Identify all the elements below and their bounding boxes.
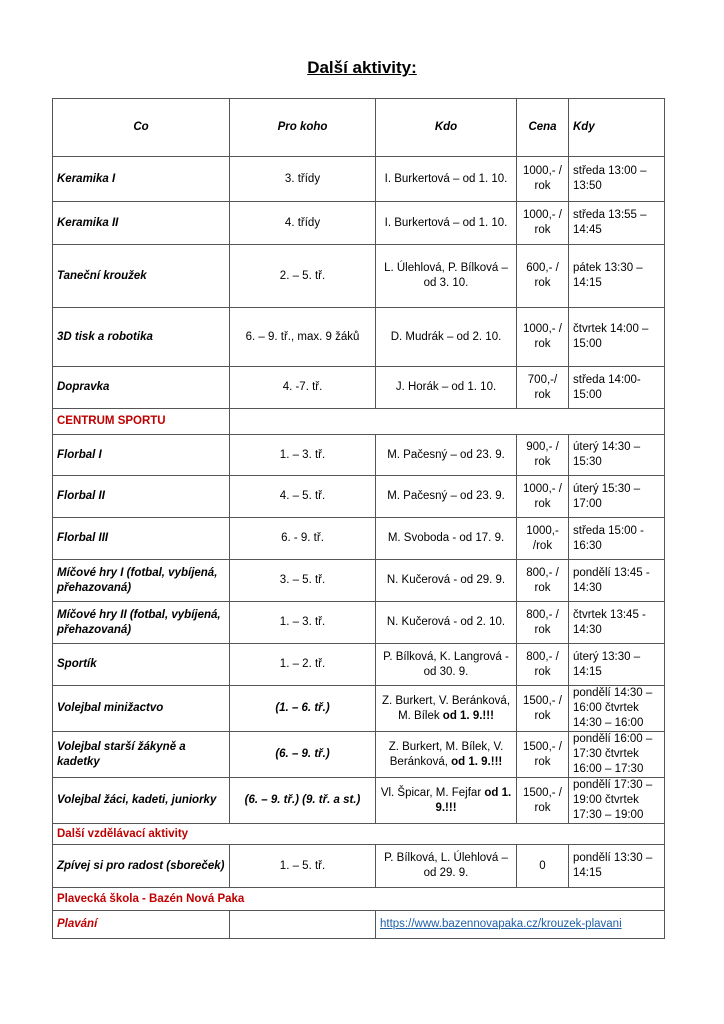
cell-kdo: L. Úlehlová, P. Bílková – od 3. 10. [376, 245, 517, 308]
activities-table [52, 98, 665, 939]
table-row [53, 435, 665, 476]
header-cena: Cena [517, 99, 569, 157]
cell-cena: 0 [517, 845, 569, 888]
cell-co: Míčové hry II (fotbal, vybíjená, přehazovaná) [53, 602, 230, 644]
cell-co: Keramika I [53, 157, 230, 202]
cell-pro-koho: 6. – 9. tř., max. 9 žáků [230, 308, 376, 367]
section-row-plav [53, 888, 665, 911]
cell-co: Volejbal žáci, kadeti, juniorky [53, 778, 230, 824]
plavani-link[interactable]: https://www.bazennovapaka.cz/krouzek-plavani [380, 918, 622, 930]
section-empty-cell [230, 409, 665, 435]
cell-kdy: středa 13:00 – 13:50 [569, 157, 665, 202]
kdo-names: Z. Burkert, M. Bílek, V. Beránková, [388, 740, 504, 768]
section-title-plav: Plavecká škola - Bazén Nová Paka [53, 888, 665, 911]
cell-kdy: pondělí 16:00 – 17:30 čtvrtek 16:00 – 17:30 [569, 732, 665, 778]
table-row [53, 686, 665, 732]
cell-cena: 900,- / rok [517, 435, 569, 476]
cell-pro-koho: 4. třídy [230, 202, 376, 245]
cell-pro-koho: 1. – 3. tř. [230, 602, 376, 644]
cell-co: Taneční kroužek [53, 245, 230, 308]
cell-co: Plavání [53, 911, 230, 939]
cell-kdo: M. Pačesný – od 23. 9. [376, 435, 517, 476]
table-row [53, 732, 665, 778]
cell-kdy: čtvrtek 14:00 – 15:00 [569, 308, 665, 367]
cell-co: Florbal I [53, 435, 230, 476]
cell-co: Dopravka [53, 367, 230, 409]
cell-link [376, 911, 665, 939]
table-row [53, 602, 665, 644]
cell-pro-koho: 2. – 5. tř. [230, 245, 376, 308]
cell-pro-koho: 1. – 5. tř. [230, 845, 376, 888]
table-header-row [53, 99, 665, 157]
table-row [53, 518, 665, 560]
header-kdo: Kdo [376, 99, 517, 157]
cell-kdy: středa 13:55 – 14:45 [569, 202, 665, 245]
cell-cena: 800,- / rok [517, 644, 569, 686]
cell-kdy: pátek 13:30 – 14:15 [569, 245, 665, 308]
cell-co: Zpívej si pro radost (sboreček) [53, 845, 230, 888]
cell-co: Míčové hry I (fotbal, vybíjená, přehazovaná) [53, 560, 230, 602]
cell-kdo: I. Burkertová – od 1. 10. [376, 157, 517, 202]
cell-kdy: pondělí 17:30 – 19:00 čtvrtek 17:30 – 19:00 [569, 778, 665, 824]
cell-pro-koho: (6. – 9. tř.) [230, 732, 376, 778]
cell-pro-koho: (1. – 6. tř.) [230, 686, 376, 732]
cell-cena: 800,- / rok [517, 560, 569, 602]
cell-co: Florbal II [53, 476, 230, 518]
table-row [53, 202, 665, 245]
cell-cena: 700,-/ rok [517, 367, 569, 409]
cell-cena: 1500,- / rok [517, 732, 569, 778]
cell-cena: 800,- / rok [517, 602, 569, 644]
cell-co: Volejbal minižactvo [53, 686, 230, 732]
cell-kdo [376, 732, 517, 778]
cell-pro-koho: 1. – 2. tř. [230, 644, 376, 686]
cell-kdo: J. Horák – od 1. 10. [376, 367, 517, 409]
cell-co: Florbal III [53, 518, 230, 560]
cell-co: Keramika II [53, 202, 230, 245]
cell-pro-koho: (6. – 9. tř.) (9. tř. a st.) [230, 778, 376, 824]
table-row [53, 245, 665, 308]
cell-kdy: pondělí 13:45 - 14:30 [569, 560, 665, 602]
cell-cena: 1000,- / rok [517, 157, 569, 202]
kdo-start-date: od 1. 9.!!! [451, 755, 503, 768]
cell-kdy: středa 14:00-15:00 [569, 367, 665, 409]
cell-cena: 1000,- /rok [517, 518, 569, 560]
page-title: Další aktivity: [307, 58, 417, 77]
table-row [53, 778, 665, 824]
cell-kdo [376, 778, 517, 824]
table-row [53, 476, 665, 518]
cell-kdo: M. Pačesný – od 23. 9. [376, 476, 517, 518]
cell-cena: 1500,- / rok [517, 686, 569, 732]
cell-pro-koho: 3. třídy [230, 157, 376, 202]
table-row [53, 644, 665, 686]
section-title-sport: CENTRUM SPORTU [53, 409, 230, 435]
cell-pro-koho: 4. – 5. tř. [230, 476, 376, 518]
cell-kdy: pondělí 14:30 – 16:00 čtvrtek 14:30 – 16:00 [569, 686, 665, 732]
cell-co: Sportík [53, 644, 230, 686]
cell-kdo: I. Burkertová – od 1. 10. [376, 202, 517, 245]
table-row [53, 157, 665, 202]
cell-kdy: úterý 13:30 – 14:15 [569, 644, 665, 686]
cell-kdy: čtvrtek 13:45 - 14:30 [569, 602, 665, 644]
table-row [53, 560, 665, 602]
cell-cena: 1500,- / rok [517, 778, 569, 824]
cell-co: 3D tisk a robotika [53, 308, 230, 367]
cell-kdo: P. Bílková, L. Úlehlová – od 29. 9. [376, 845, 517, 888]
cell-kdo: P. Bílková, K. Langrová - od 30. 9. [376, 644, 517, 686]
section-row-vzdel [53, 824, 665, 845]
cell-pro-koho: 4. -7. tř. [230, 367, 376, 409]
cell-kdy: úterý 15:30 – 17:00 [569, 476, 665, 518]
cell-pro-koho: 6. - 9. tř. [230, 518, 376, 560]
section-row-sport [53, 409, 665, 435]
header-co: Co [53, 99, 230, 157]
kdo-names: Z. Burkert, V. Beránková, M. Bílek [381, 694, 511, 722]
section-title-vzdel: Další vzdělávací aktivity [53, 824, 665, 845]
table-row [53, 308, 665, 367]
cell-kdy: pondělí 13:30 – 14:15 [569, 845, 665, 888]
cell-kdo: N. Kučerová - od 29. 9. [376, 560, 517, 602]
cell-pro-koho [230, 911, 376, 939]
cell-cena: 1000,- / rok [517, 202, 569, 245]
cell-kdy: úterý 14:30 – 15:30 [569, 435, 665, 476]
header-pro-koho: Pro koho [230, 99, 376, 157]
cell-kdo [376, 686, 517, 732]
header-kdy: Kdy [569, 99, 665, 157]
cell-pro-koho: 3. – 5. tř. [230, 560, 376, 602]
cell-kdo: D. Mudrák – od 2. 10. [376, 308, 517, 367]
table-row [53, 911, 665, 939]
cell-cena: 600,- / rok [517, 245, 569, 308]
table-row [53, 845, 665, 888]
cell-kdo: M. Svoboda - od 17. 9. [376, 518, 517, 560]
table-row [53, 367, 665, 409]
cell-cena: 1000,- / rok [517, 476, 569, 518]
cell-cena: 1000,- / rok [517, 308, 569, 367]
kdo-start-date: od 1. 9.!!! [442, 709, 494, 722]
cell-co: Volejbal starší žákyně a kadetky [53, 732, 230, 778]
cell-pro-koho: 1. – 3. tř. [230, 435, 376, 476]
kdo-start-date: od 1. 9.!!! [435, 786, 512, 814]
cell-kdy: středa 15:00 - 16:30 [569, 518, 665, 560]
cell-kdo: N. Kučerová - od 2. 10. [376, 602, 517, 644]
kdo-names: Vl. Špicar, M. Fejfar [380, 786, 485, 799]
